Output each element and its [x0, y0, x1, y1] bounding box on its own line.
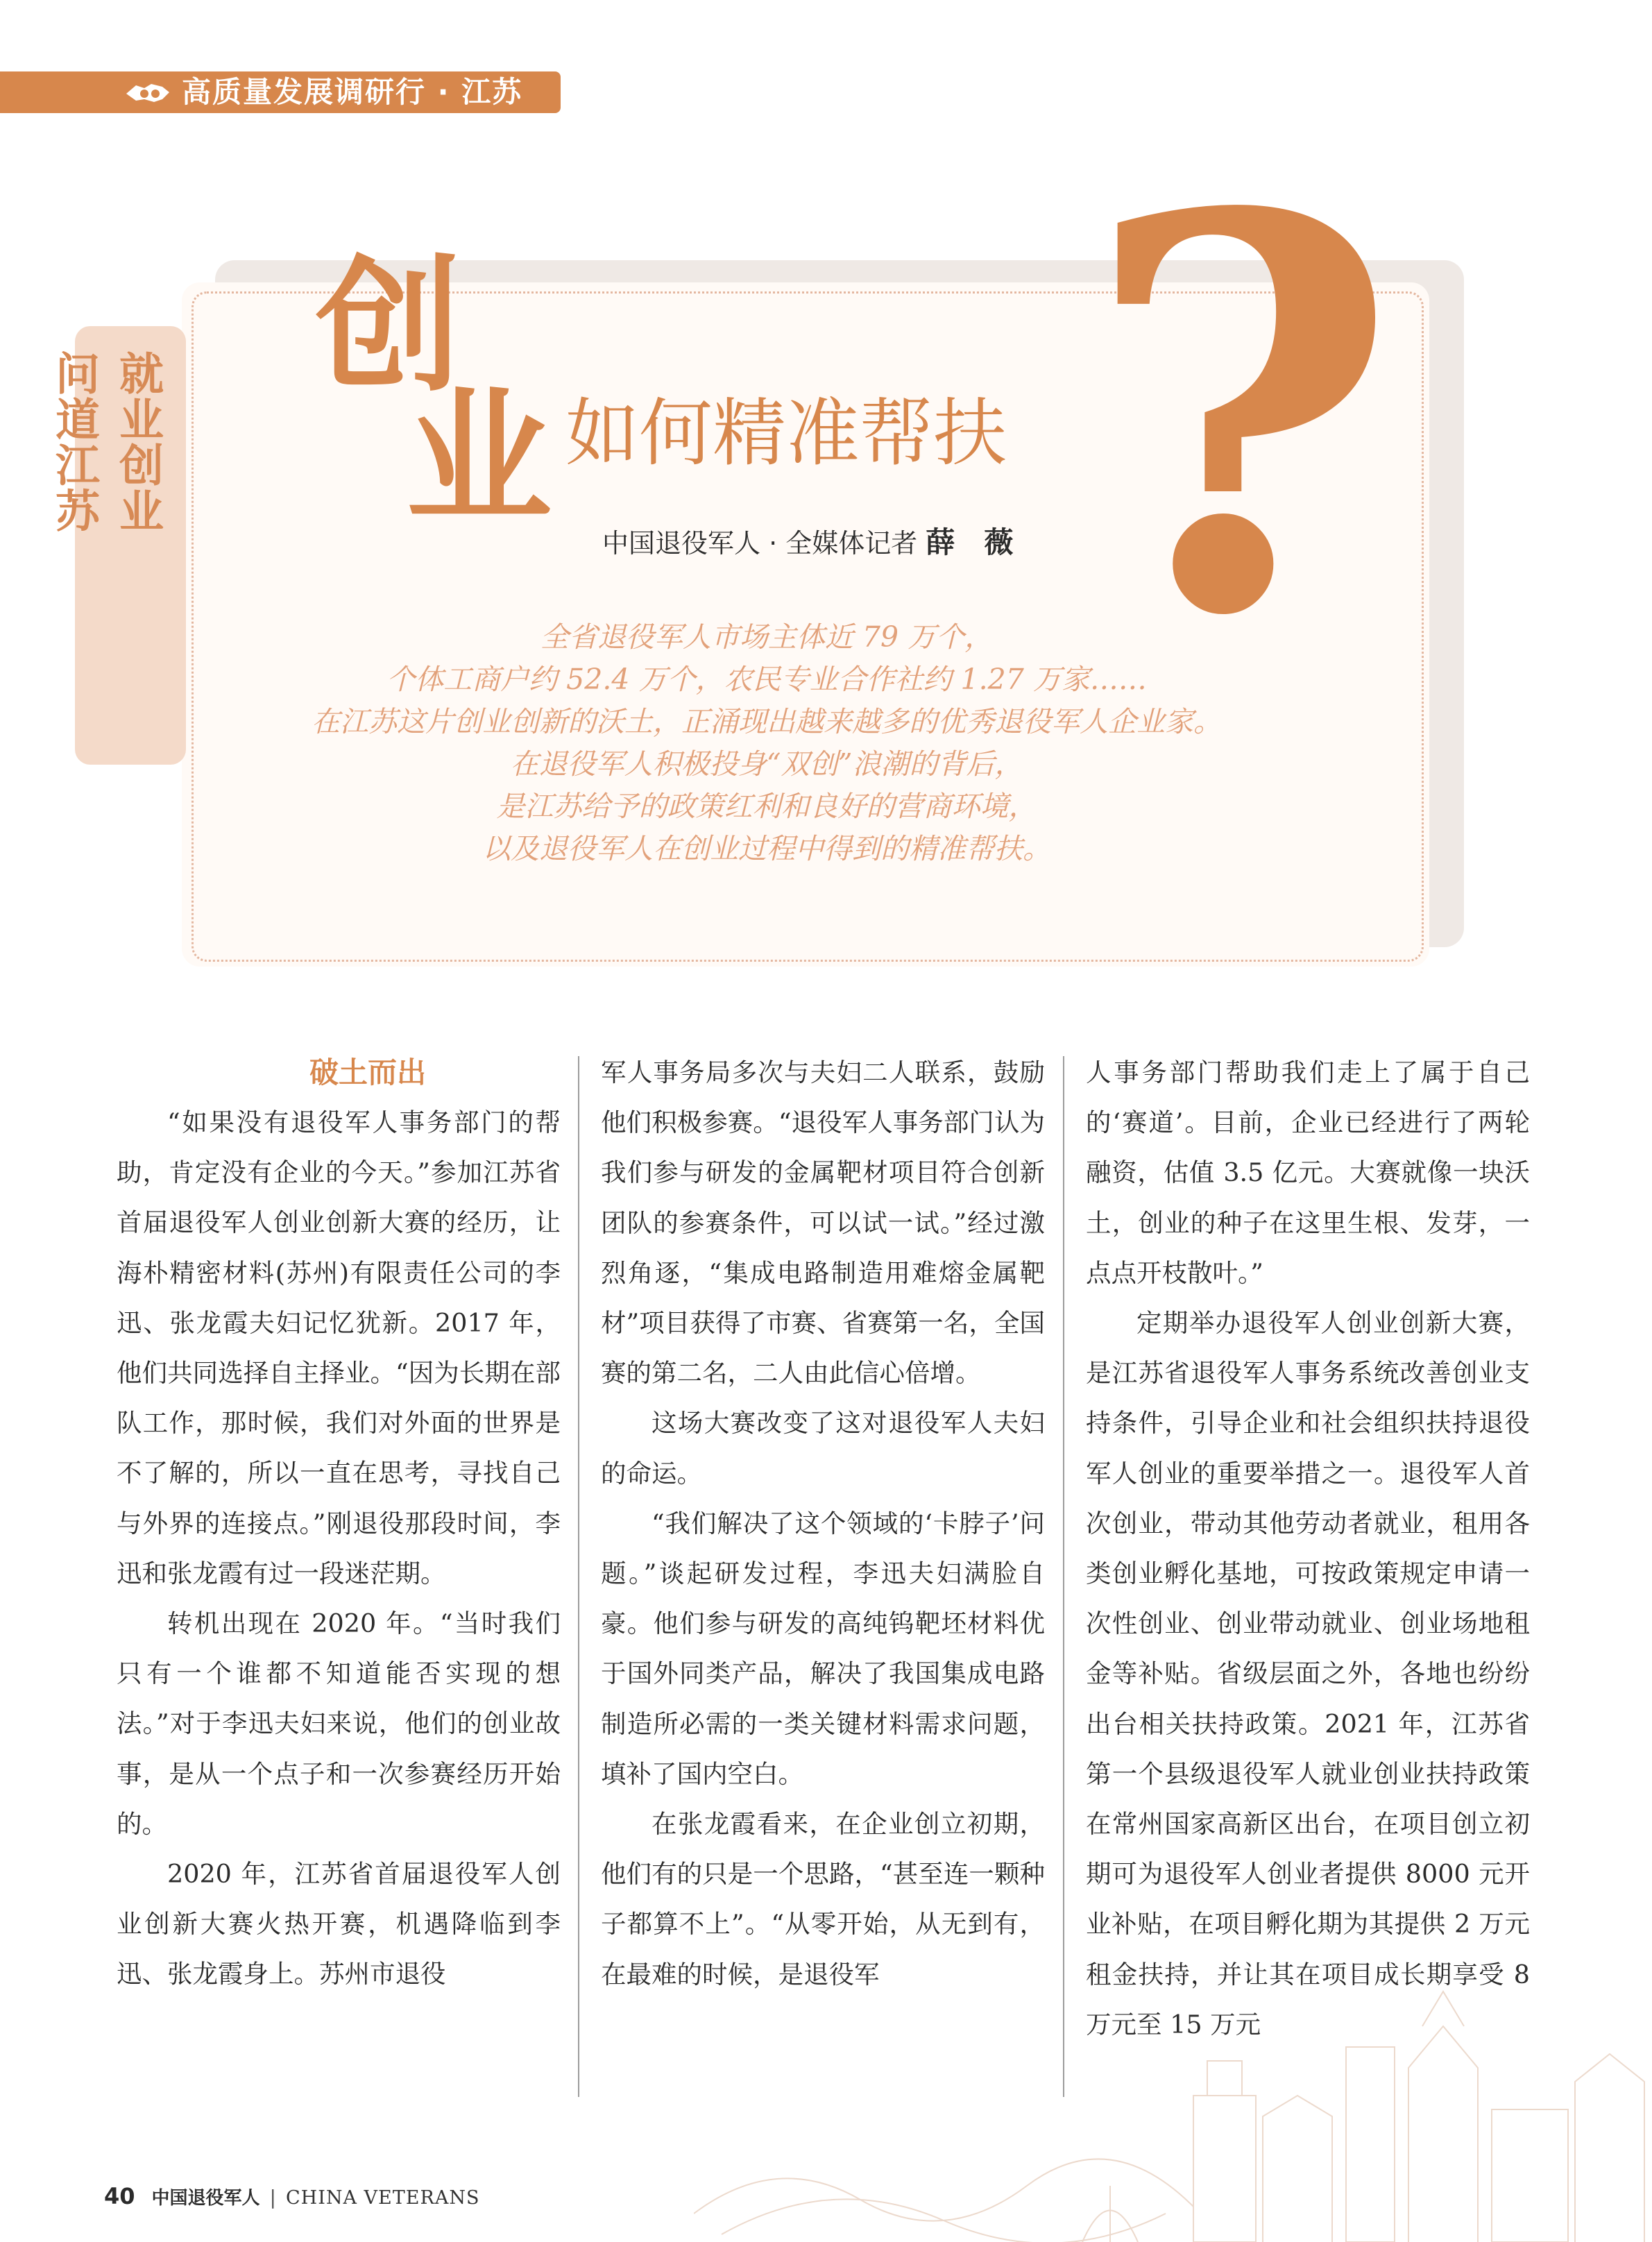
section-heading: 破土而出 [309, 1055, 426, 1089]
article-column-3 [1086, 1048, 1530, 2050]
section-header-label: 高质量发展调研行 · 江苏 [182, 75, 523, 109]
lede-line: 全省退役军人市场主体近 79 万个， [540, 620, 994, 654]
paragraph: 这场大赛改变了这对退役军人夫妇的命运。 [601, 1408, 1045, 1488]
publication-name-en: CHINA VETERANS [285, 2187, 480, 2209]
byline-prefix: 中国退役军人 · 全媒体记者 [602, 528, 926, 559]
byline [602, 522, 1013, 564]
publication-name: 中国退役军人 [151, 2188, 260, 2209]
paragraph: “如果没有退役军人事务部门的帮助，肯定没有企业的今天。”参加江苏省首届退役军人创业创新大赛的经历，让海朴精密材料(苏州)有限责任公司的李迅、张龙霞夫妇记忆犹新。2017 年，他们共同选择自主择业。“因为长期在部队工作，那时候，我们对外面的世界是不了解的，所以一直在思考，寻找自己与外界的连接点。”刚退役那段时间，李迅和张龙霞有过一段迷茫期。 [117, 1107, 561, 1588]
title-char-ye: 业 [406, 372, 552, 543]
lede-line: 是江苏给予的政策红利和良好的营商环境， [496, 790, 1037, 823]
lede-line: 在退役军人积极投身“双创”浪潮的背后， [510, 747, 1023, 781]
paragraph: 人事务部门帮助我们走上了属于自己的‘赛道’。目前，企业已经进行了两轮融资，估值 3.5 亿元。大赛就像一块沃土，创业的种子在这里生根、发芽，一点点开枝散叶。” [1086, 1058, 1530, 1288]
lede-line: 个体工商户约 52.4 万个，农民专业合作社约 1.27 万家…… [386, 663, 1147, 696]
byline-author: 薛 薇 [926, 525, 1014, 559]
paragraph: 定期举办退役军人创业创新大赛，是江苏省退役军人事务系统改善创业支持条件，引导企业和社会组织扶持退役军人创业的重要举措之一。退役军人首次创业，带动其他劳动者就业，租用各类创业孵化基地，可按政策规定申请一次性创业、创业带动就业、创业场地租金等补贴。省级层面之外，各地也纷纷出台相关扶持政策。2021 年，江苏省第一个县级退役军人就业创业扶持政策在常州国家高新区出台，在项目创立初期可为退役军人创业者提供 8000 元开业补贴，在项目孵化期为其提供 2 万元租金扶持，并让其在项目成长期享受 8 万元至 15 万元 [1086, 1308, 1530, 2039]
handshake-icon [124, 78, 172, 106]
paragraph: 转机出现在 2020 年。“当时我们只有一个谁都不知道能否实现的想法。”对于李迅夫妇来说，他们的创业故事，是从一个点子和一次参赛经历开始的。 [117, 1608, 561, 1839]
question-mark-graphic: ? [1082, 99, 1400, 734]
column-divider [578, 1056, 579, 2097]
article-column-2 [601, 1048, 1045, 2000]
footer-separator: | [269, 2186, 276, 2209]
page-number: 40 [104, 2183, 135, 2209]
lede [229, 616, 1304, 870]
title-rest: 如何精准帮扶 [565, 391, 1007, 476]
paragraph: 军人事务局多次与夫妇二人联系，鼓励他们积极参赛。“退役军人事务部门认为我们参与研发的金属靶材项目符合创新团队的参赛条件，可以试一试。”经过激烈角逐，“集成电路制造用难熔金属靶材”项目获得了市赛、省赛第一名，全国赛的第二名，二人由此信心倍增。 [601, 1058, 1045, 1388]
lede-line: 以及退役军人在创业过程中得到的精准帮扶。 [482, 832, 1051, 865]
paragraph: 在张龙霞看来，在企业创立初期，他们有的只是一个思路，“甚至连一颗种子都算不上”。“从零开始，从无到有，在最难的时候，是退役军 [601, 1809, 1045, 1989]
paragraph: “我们解决了这个领域的‘卡脖子’问题。”谈起研发过程，李迅夫妇满脸自豪。他们参与研发的高纯钨靶坯材料优于国外同类产品，解决了我国集成电路制造所必需的一类关键材料需求问题，填补了国内空白。 [601, 1508, 1045, 1789]
column-divider [1063, 1056, 1064, 2097]
side-tab-label: 就业创业 问道江苏 [48, 350, 164, 534]
paragraph: 2020 年，江苏省首届退役军人创业创新大赛火热开赛，机遇降临到李迅、张龙霞身上。苏州市退役 [117, 1859, 561, 1989]
article-column-1 [117, 1048, 561, 2000]
title-char-chuang: 创 [316, 240, 462, 411]
lede-line: 在江苏这片创业创新的沃土，正涌现出越来越多的优秀退役军人企业家。 [312, 705, 1222, 738]
page-footer [104, 2179, 479, 2214]
